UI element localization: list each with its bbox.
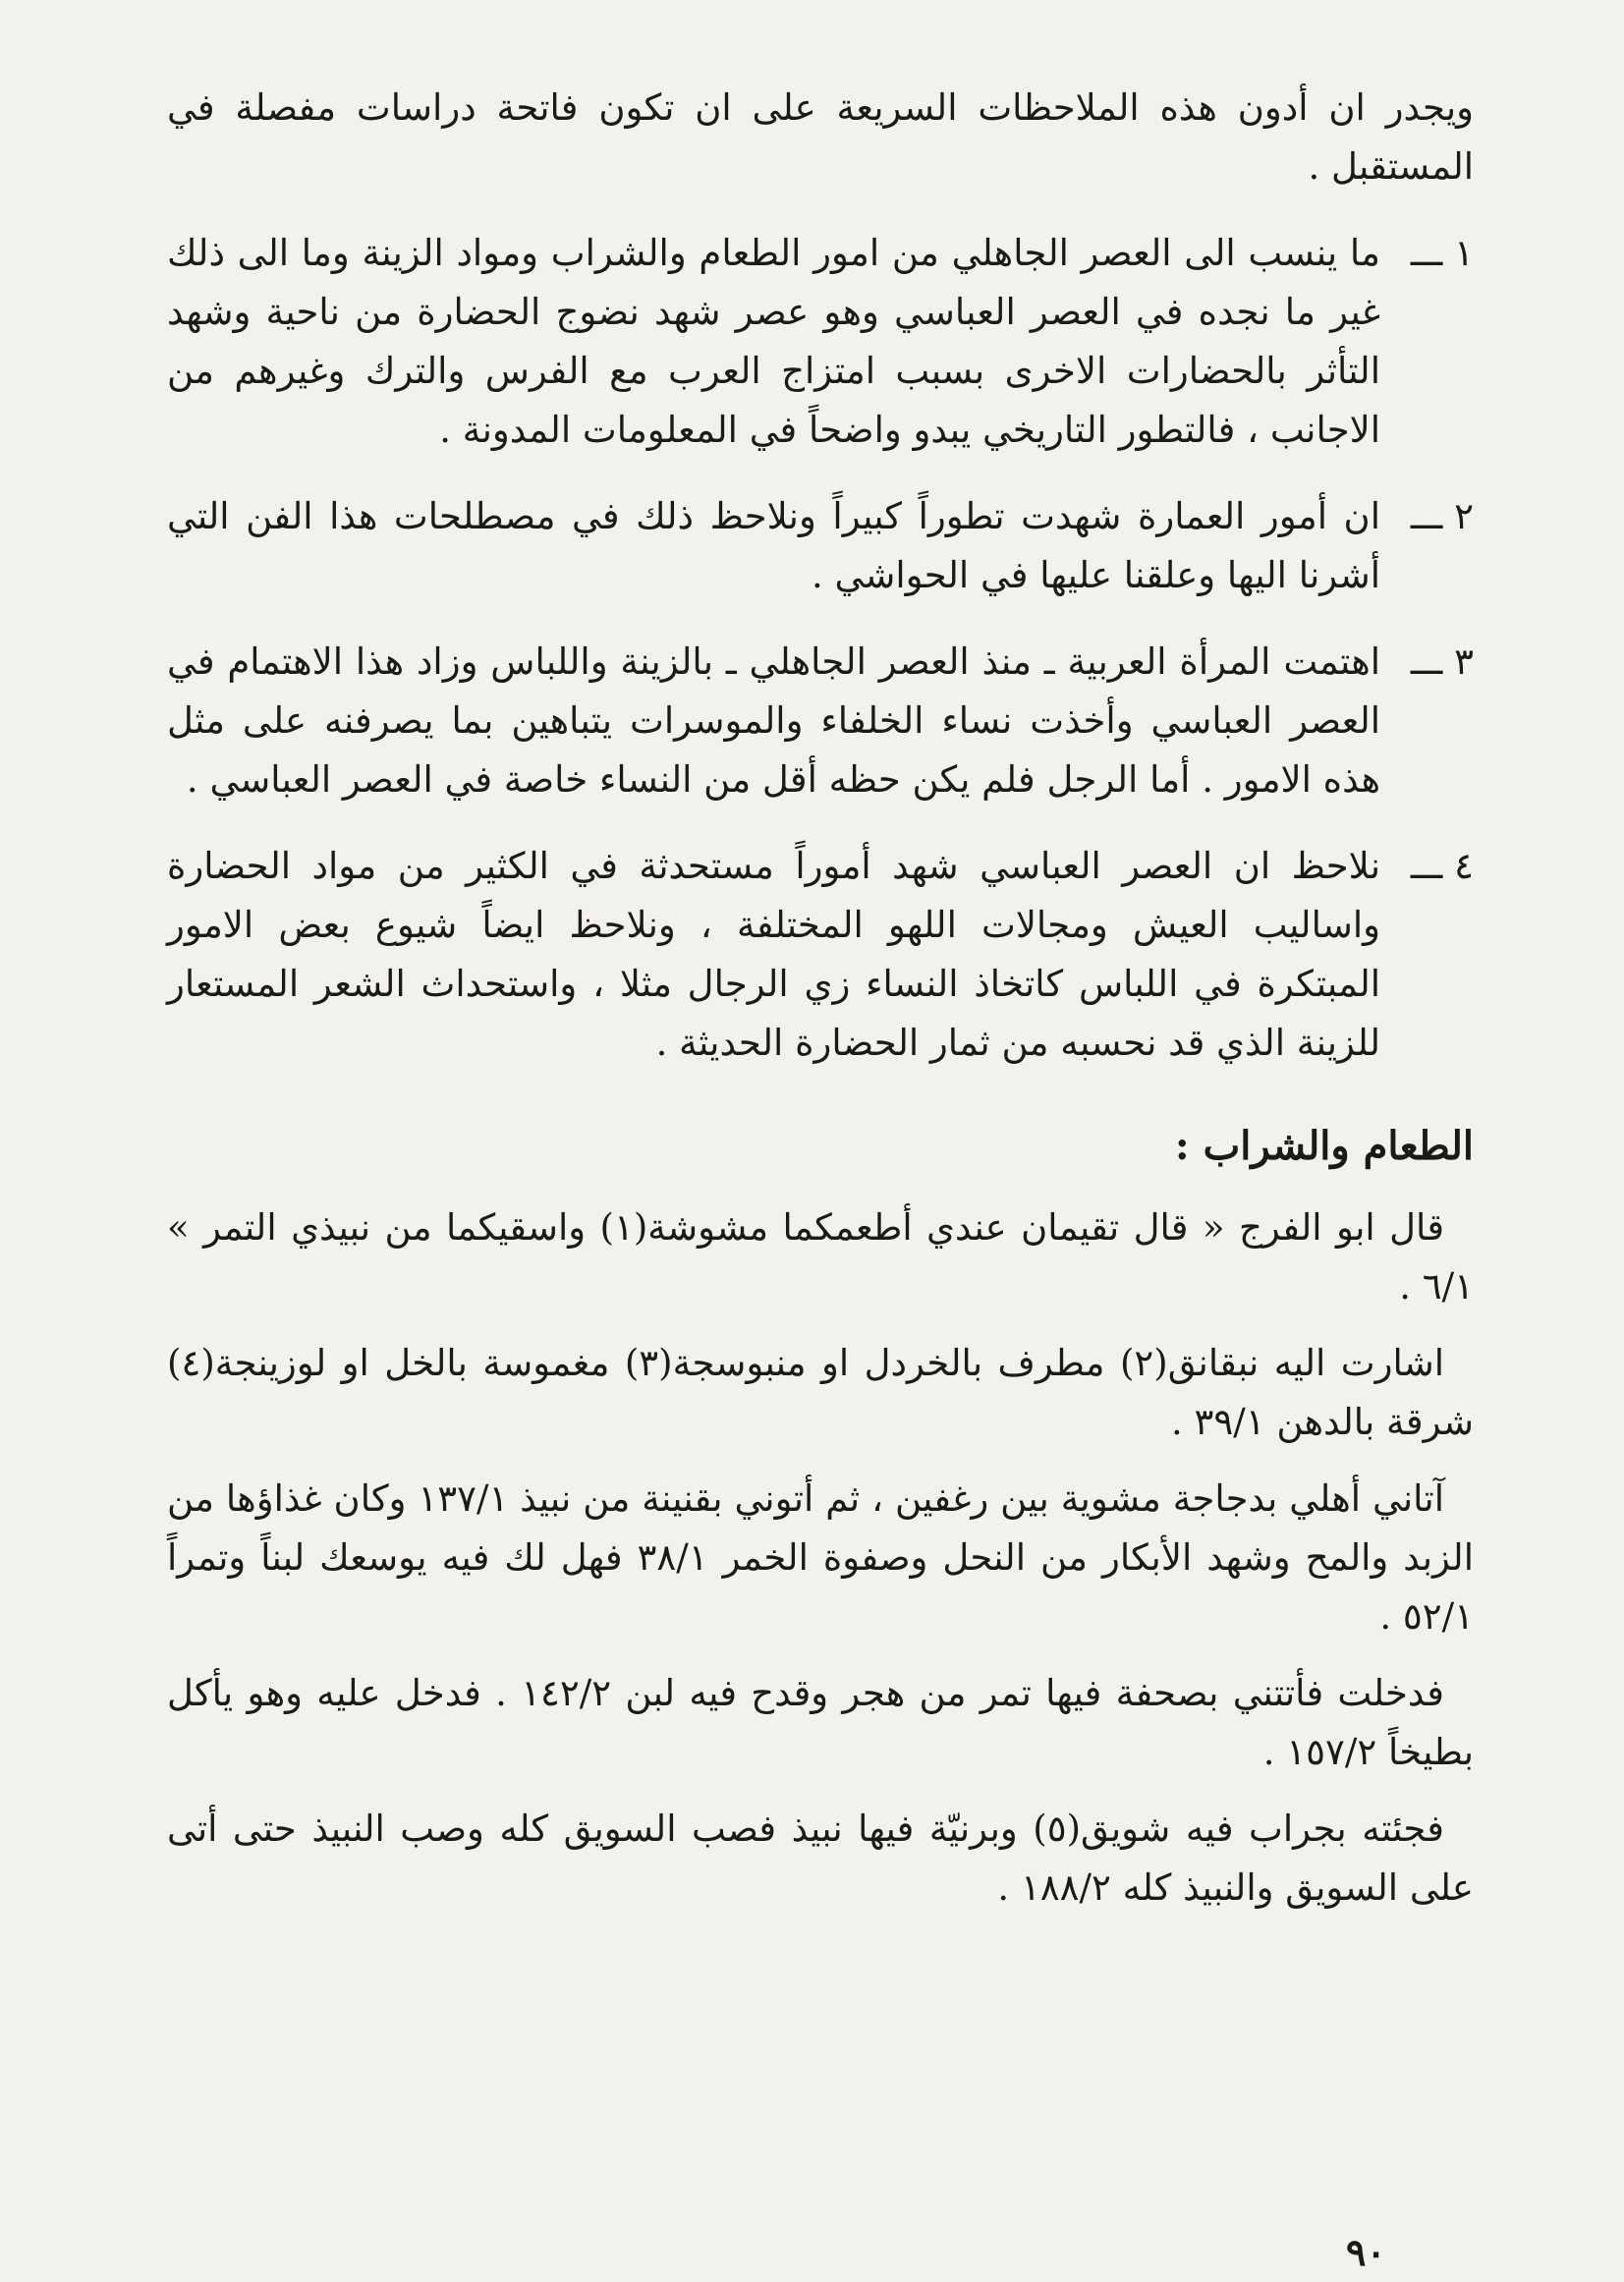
- list-item-number: ٤ ـــ: [1410, 845, 1474, 887]
- list-item-number: ٣ ـــ: [1410, 640, 1474, 683]
- list-item: [167, 837, 1474, 1073]
- page: [167, 79, 1474, 2220]
- section-heading: الطعام والشراب :: [1174, 1123, 1474, 1169]
- page-number: ٩٠: [1346, 2230, 1386, 2274]
- list-item-text: ان أمور العمارة شهدت تطوراً كبيراً ونلاحظ ذلك في مصطلحات هذا الفن التي أشرنا اليها وعلقنا عليها في الحواشي .: [167, 495, 1380, 596]
- quote-paragraph: آتاني أهلي بدجاجة مشوية بين رغفين ، ثم أتوني بقنينة من نبيذ ١٣٧/١ وكان غذاؤها من الزبد والمح وشهد الأبكار من النحل وصفوة الخمر ٣٨/١ فهل لك فيه يوسعك لبناً وتمراً ٥٢/١ .: [167, 1477, 1474, 1638]
- intro-paragraph: ويجدر ان أدون هذه الملاحظات السريعة على ان تكون فاتحة دراسات مفصلة في المستقبل .: [167, 86, 1474, 188]
- quote-paragraph: فدخلت فأتتني بصحفة فيها تمر من هجر وقدح فيه لبن ١٤٢/٢ . فدخل عليه وهو يأكل بطيخاً ١٥٧/٢ .: [167, 1672, 1474, 1773]
- list-item-text: اهتمت المرأة العربية ـ منذ العصر الجاهلي ـ بالزينة واللباس وزاد هذا الاهتمام في العصر العباسي وأخذت نساء الخلفاء والموسرات يتباهين بما يصرفنه على مثل هذه الامور . أما الرجل فلم يكن حظه أقل من النساء خاصة في العصر العباسي .: [167, 640, 1380, 801]
- list-item-text: ما ينسب الى العصر الجاهلي من امور الطعام والشراب ومواد الزينة وما الى ذلك غير ما نجده في العصر العباسي وهو عصر شهد نضوج الحضارة من ناحية وشهد التأثر بالحضارات الاخرى بسبب امتزاج العرب مع الفرس والترك وغيرهم من الاجانب ، فالتطور التاريخي يبدو واضحاً في المعلومات المدونة .: [167, 232, 1380, 451]
- list-item-number: ٢ ـــ: [1410, 495, 1474, 537]
- list-item: [167, 487, 1474, 605]
- list-item: [167, 633, 1474, 809]
- quote-paragraph: فجئته بجراب فيه شويق(٥) وبرنيّة فيها نبيذ فصب السويق كله وصب النبيذ حتى أتى على السويق والنبيذ كله ١٨٨/٢ .: [167, 1808, 1474, 1909]
- list-item-text: نلاحظ ان العصر العباسي شهد أموراً مستحدثة في الكثير من مواد الحضارة واساليب العيش ومجالات اللهو المختلفة ، ونلاحظ ايضاً شيوع بعض الامور المبتكرة في اللباس كاتخاذ النساء زي الرجال مثلا ، واستحداث الشعر المستعار للزينة الذي قد نحسبه من ثمار الحضارة الحديثة .: [167, 845, 1380, 1064]
- quote-paragraph: قال ابو الفرج « قال تقيمان عندي أطعمكما مشوشة(١) واسقيكما من نبيذي التمر » ٦/١ .: [167, 1206, 1474, 1308]
- list-item: [167, 224, 1474, 460]
- quote-paragraph: اشارت اليه نبقانق(٢) مطرف بالخردل او منبوسجة(٣) مغموسة بالخل او لوزينجة(٤) شرقة بالدهن ٣٩/١ .: [167, 1342, 1474, 1443]
- list-item-number: ١ ـــ: [1410, 232, 1474, 274]
